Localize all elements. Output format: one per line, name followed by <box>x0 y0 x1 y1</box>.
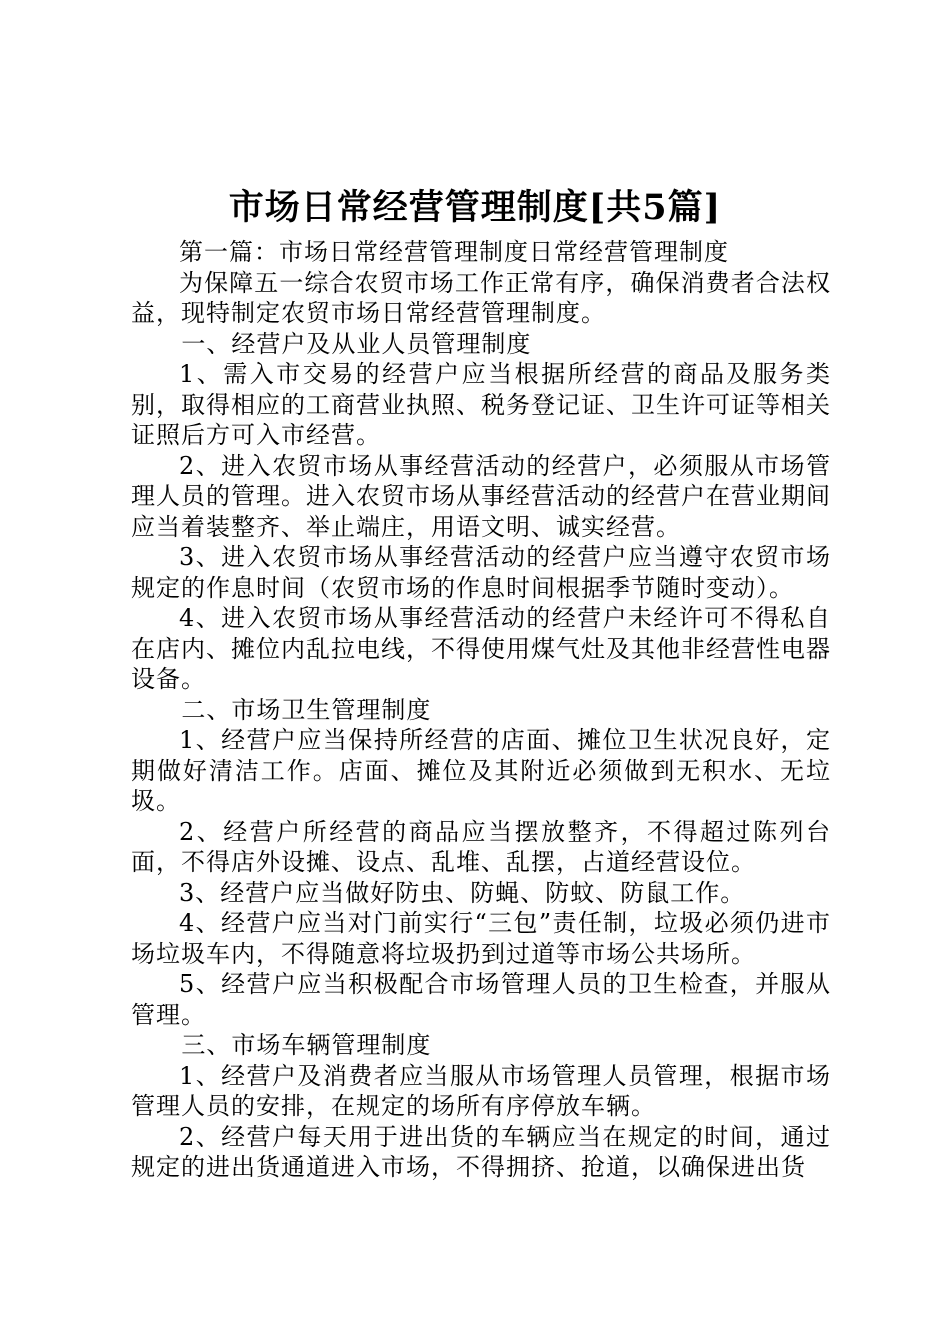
paragraph-item: 2、经营户所经营的商品应当摆放整齐，不得超过陈列台面，不得店外设摊、设点、乱堆、乱摆，占道经营设位。 <box>131 817 831 876</box>
paragraph-item: 4、经营户应当对门前实行“三包”责任制，垃圾必须仍进市场垃圾车内，不得随意将垃圾扔到过道等市场公共场所。 <box>131 909 831 968</box>
paragraph-item: 2、进入农贸市场从事经营活动的经营户，必须服从市场管理人员的管理。进入农贸市场从事经营活动的经营户在营业期间应当着装整齐、举止端庄，用语文明、诚实经营。 <box>131 451 831 541</box>
section-heading-3: 三、市场车辆管理制度 <box>181 1031 432 1059</box>
paragraph-item: 1、经营户及消费者应当服从市场管理人员管理，根据市场管理人员的安排，在规定的场所有序停放车辆。 <box>131 1061 831 1120</box>
paragraph-item: 4、进入农贸市场从事经营活动的经营户未经许可不得私自在店内、摊位内乱拉电线，不得使用煤气灶及其他非经营性电器设备。 <box>131 604 831 693</box>
paragraph-part-heading: 第一篇：市场日常经营管理制度日常经营管理制度 <box>179 238 729 266</box>
section-heading-1: 一、经营户及从业人员管理制度 <box>181 329 532 358</box>
document-title: 市场日常经营管理制度[共5篇] <box>228 187 722 228</box>
paragraph-item: 1、经营户应当保持所经营的店面、摊位卫生状况良好，定期做好清洁工作。店面、摊位及其附近必须做到无积水、无垃圾。 <box>131 726 831 815</box>
document-body <box>131 237 831 1183</box>
paragraph-item: 3、进入农贸市场从事经营活动的经营户应当遵守农贸市场规定的作息时间（农贸市场的作息时间根据季节随时变动）。 <box>131 543 831 602</box>
paragraph-intro: 为保障五一综合农贸市场工作正常有序，确保消费者合法权益，现特制定农贸市场日常经营管理制度。 <box>131 268 831 327</box>
paragraph-item: 3、经营户应当做好防虫、防蝇、防蚊、防鼠工作。 <box>179 878 746 907</box>
paragraph-item: 2、经营户每天用于进出货的车辆应当在规定的时间，通过规定的进出货通道进入市场，不得拥挤、抢道，以确保进出货 <box>131 1122 831 1181</box>
paragraph-item: 5、经营户应当积极配合市场管理人员的卫生检查，并服从管理。 <box>131 970 831 1029</box>
paragraph-item: 1、需入市交易的经营户应当根据所经营的商品及服务类别，取得相应的工商营业执照、税务登记证、卫生许可证等相关证照后方可入市经营。 <box>131 360 831 449</box>
section-heading-2: 二、市场卫生管理制度 <box>181 695 432 724</box>
